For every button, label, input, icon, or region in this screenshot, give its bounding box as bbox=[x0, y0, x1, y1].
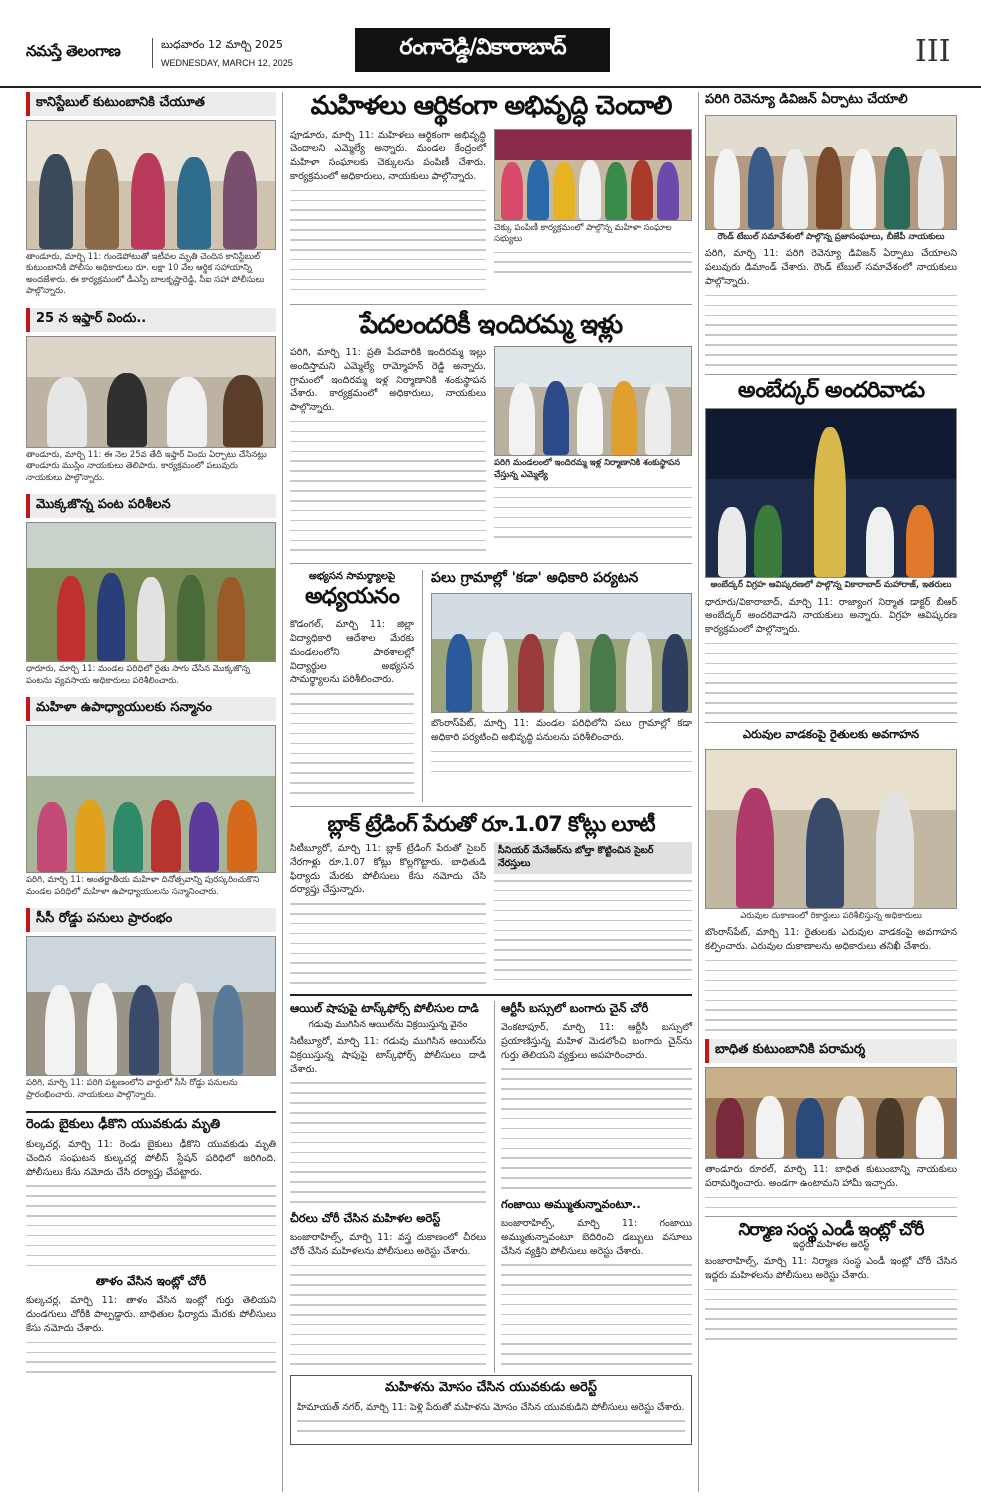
article-photo bbox=[26, 120, 276, 250]
article-photo bbox=[26, 522, 276, 662]
article-headline: మొక్కజొన్న పంట పరిశీలన bbox=[26, 494, 276, 518]
article-body-lines bbox=[705, 960, 957, 1031]
article-text: పరిగి, మార్చి 11: పరిగి పట్టణంలోని వార్డులో సీసీ రోడ్డు పనులను ప్రారంభించారు. నాయకులు పాల్గొన్నారు. bbox=[26, 1078, 238, 1100]
article-headline: చీరలు చోరీ చేసిన మహిళల అరెస్ట్ bbox=[290, 1211, 441, 1226]
article-headline: ఆర్టీసీ బస్సులో బంగారు చైన్ చోరీ bbox=[501, 1001, 649, 1016]
article-body-lines bbox=[431, 751, 692, 772]
article-text: బంజారాహిల్స్, మార్చి 11: నిర్మాణ సంస్థ ఎండీ ఇంట్లో చోరీ చేసిన ఇద్దరు మహిళలను పోలీసులు అరెస్టు చేశారు. bbox=[705, 1256, 957, 1281]
article-headline-row bbox=[705, 92, 957, 110]
photo-caption: అంబేద్కర్ విగ్రహ ఆవిష్కరణలో పాల్గొన్న వికారాబాద్ మహారాజ్, ఇతరులు bbox=[710, 580, 952, 591]
article-body-lines bbox=[501, 1264, 692, 1364]
article-text: ధారూరు/వికారాబాద్, మార్చి 11: రాజ్యాంగ నిర్మాత డాక్టర్ బీఆర్ అంబేద్కర్ అందరివాడని నాయకులు అన్నారు. విగ్రహ ఆవిష్కరణ కార్యక్రమంలో పాల్గొన్నారు. bbox=[705, 596, 957, 636]
article-body-lines bbox=[290, 903, 486, 984]
dateline bbox=[152, 38, 293, 68]
photo-caption: ఎరువుల దుకాణంలో రికార్డులు పరిశీలిస్తున్న అధికారులు bbox=[740, 910, 922, 921]
article-headline: ఆయిల్ షాపుపై టాస్క్‌ఫోర్స్ పోలీసుల దాడి bbox=[290, 1001, 479, 1016]
article-body-lines bbox=[290, 1265, 486, 1365]
article-text: ధారూరు, మార్చి 11: మండల పరిధిలో రైతు సాగు చేసిన మొక్కజొన్న పంటను వ్యవసాయ అధికారులు పరిశీలించారు. bbox=[26, 664, 251, 686]
article-text: సిటీబ్యూరో, మార్చి 11: బ్లాక్ ట్రేడింగ్ పేరుతో సైబర్ నేరగాళ్లు రూ.1.07 కోట్లు కొల్లగొట్టారు. బాధితుడి ఫిర్యాదు మేరకు పోలీసులు కేసు నమోదు చేసి దర్యాప్తు చేస్తున్నారు. bbox=[290, 843, 486, 896]
photo-caption: రౌండ్ టేబుల్ సమావేశంలో పాల్గొన్న ప్రజాసంఘాలు, బీజేపీ నాయకులు bbox=[717, 232, 945, 242]
article-body-lines bbox=[290, 1082, 486, 1202]
article-headline: కానిస్టేబుల్ కుటుంబానికి చేయూత bbox=[26, 92, 276, 116]
article-body-lines bbox=[290, 693, 414, 793]
article-text: తాండూరు రూరల్, మార్చి 11: బాధిత కుటుంబాన్ని నాయకులు పరామర్శించారు. అండగా ఉంటామని హామీ ఇచ్చారు. bbox=[705, 1164, 957, 1189]
article-text: సిటీబ్యూరో, మార్చి 11: గడువు ముగిసిన ఆయిల్‌ను విక్రయిస్తున్న షాపుపై టాస్క్‌ఫోర్స్ పోలీసులు దాడి చేశారు. bbox=[290, 1036, 486, 1075]
article-body-lines bbox=[705, 295, 957, 366]
article-headline: మహిళను మోసం చేసిన యువకుడు అరెస్ట్ bbox=[385, 1380, 597, 1396]
lead-headline: మహిళలు ఆర్థికంగా అభివృద్ధి చెందాలి bbox=[310, 91, 672, 121]
article-kicker: గడువు ముగిసిన ఆయిల్‌ను విక్రయిస్తున్న వైనం bbox=[308, 1020, 468, 1031]
article-photo bbox=[705, 115, 957, 230]
article-kicker: ఇద్దరు మహిళల అరెస్ట్ bbox=[792, 1240, 870, 1251]
article-headline: పలు గ్రామాల్లో 'కడా' అధికారి పర్యటన bbox=[431, 570, 639, 587]
page-number: III bbox=[915, 34, 951, 69]
lead-headline: నిర్మాణ సంస్థ ఎండీ ఇంట్లో చోరీ bbox=[705, 1216, 957, 1240]
article-photo bbox=[26, 336, 276, 448]
article-body-lines bbox=[494, 252, 692, 273]
article-body-lines bbox=[290, 421, 486, 551]
article-headline: 25 న ఇఫ్తార్ విందు.. bbox=[26, 308, 276, 332]
article-body-lines bbox=[26, 1342, 276, 1373]
article-headline: మహిళా ఉపాధ్యాయులకు సన్మానం bbox=[26, 697, 276, 721]
article-text: హిమాయత్ నగర్, మార్చి 11: పెళ్లి పేరుతో మహిళను మోసం చేసిన యువకుడిని పోలీసులు అరెస్టు చేశారు. bbox=[297, 1402, 685, 1414]
newspaper-brand: నమస్తే తెలంగాణ bbox=[26, 42, 121, 60]
right-column bbox=[705, 92, 957, 1348]
article-headline: బాధిత కుటుంబానికి పరామర్శ bbox=[705, 1039, 957, 1063]
section-title: రంగారెడ్డి/వికారాబాద్ bbox=[355, 28, 610, 72]
lead-headline: పేదలందరికీ ఇందిరమ్మ ఇళ్లు bbox=[290, 304, 692, 340]
article-body-lines bbox=[290, 190, 486, 290]
article-text: బొంరాస్‌పేట్, మార్చి 11: మండల పరిధిలోని పలు గ్రామాల్లో కడా అధికారి పర్యటించి అభివృద్ధి పనులను పరిశీలించారు. bbox=[431, 718, 692, 744]
article-body-lines bbox=[705, 1289, 957, 1340]
photo-caption: పరిగి మండలంలో ఇందిరమ్మ ఇళ్ల నిర్మాణానికి శంకుస్థాపన చేస్తున్న ఎమ్మెల్యే bbox=[494, 458, 681, 480]
article-text: పరిగి, మార్చి 11: అంతర్జాతీయ మహిళా దినోత్సవాన్ని పురస్కరించుకొని మండల పరిధిలో మహిళా ఉపాధ్యాయులను సన్మానించారు. bbox=[26, 875, 260, 897]
article-text: పరిగి, మార్చి 11: పరిగి రెవెన్యూ డివిజన్ ఏర్పాటు చేయాలని పలువురు డిమాండ్ చేశారు. రౌండ్ టేబుల్ సమావేశంలో నాయకులు పాల్గొన్నారు. bbox=[705, 248, 957, 287]
date-english: WEDNESDAY, MARCH 12, 2025 bbox=[161, 58, 293, 68]
article-text: తాండూరు, మార్చి 11: ఈ నెల 25వ తేదీ ఇఫ్తార్ విందు ఏర్పాటు చేసినట్లు తాండూరు ముస్లిం నాయకులు తెలిపారు. కార్యక్రమంలో పలువురు నాయకులు పాల్గొన్నారు. bbox=[26, 449, 267, 483]
article-body-lines bbox=[705, 643, 957, 714]
article-text: బొంరాస్‌పేట్, మార్చి 11: రైతులకు ఎరువుల వాడకంపై అవగాహన కల్పించారు. ఎరువుల దుకాణాలను అధికారులు తనిఖీ చేశారు. bbox=[705, 927, 957, 953]
boxed-article bbox=[290, 1375, 692, 1445]
left-column bbox=[26, 92, 276, 1381]
article-headline: రెండు బైకులు ఢీకొని యువకుడు మృతి bbox=[26, 1111, 276, 1135]
article-photo bbox=[26, 936, 276, 1076]
article-text: కుల్కచర్ల, మార్చి 11: తాళం వేసిన ఇంట్లో గుర్తు తెలియని దుండగులు చోరీకి పాల్పడ్డారు. బాధితుల ఫిర్యాదు మేరకు పోలీసులు కేసు నమోదు చేశారు. bbox=[26, 1295, 276, 1334]
article-text: తాండూరు, మార్చి 11: గుండెపోటుతో ఇటీవల మృతి చెందిన కానిస్టేబుల్ కుటుంబానికి పోలీసు అధికారులు రూ. లక్షా 10 వేల ఆర్థిక సహాయాన్ని అందజేశారు. ఈ కార్యక్రమంలో డీఎస్పీ బాలకృష్ణారెడ్డి, సీఐ సహా పోలీసులు పాల్గొన్నారు. bbox=[26, 252, 265, 297]
article-body-lines bbox=[494, 880, 692, 980]
article-headline: ఎరువుల వాడకంపై రైతులకు అవగాహన bbox=[705, 722, 957, 744]
lead-headline: బ్లాక్ ట్రేడింగ్ పేరుతో రూ.1.07 కోట్లు లూటీ bbox=[290, 806, 692, 836]
masthead bbox=[0, 0, 981, 88]
middle-column bbox=[290, 92, 692, 1445]
article-kicker: సీనియర్ మేనేజర్‌ను బోల్తా కొట్టించిన సైబర్ నేరస్తులు bbox=[494, 842, 692, 874]
article-photo bbox=[705, 749, 957, 909]
article-text: బంజారాహిల్స్, మార్చి 11: వస్త్ర దుకాణంలో చీరలు చోరీ చేసిన మహిళలను పోలీసులు అరెస్టు చేశారు. bbox=[290, 1232, 486, 1257]
article-headline: అధ్యయనం bbox=[305, 584, 399, 610]
article-photo bbox=[26, 725, 276, 873]
article-kicker: అభ్యసన సామర్థ్యాలపై bbox=[308, 571, 396, 583]
photo-caption: చెక్కు పంపిణీ కార్యక్రమంలో పాల్గొన్న మహిళా సంఘాల సభ్యులు bbox=[494, 222, 672, 245]
article-body-lines bbox=[494, 487, 692, 538]
article-body-lines bbox=[297, 1420, 685, 1431]
article-text: పూడూరు, మార్చి 11: మహిళలు ఆర్థికంగా అభివృద్ధి చెందాలని ఎమ్మెల్యే అన్నారు. మండల కేంద్రంలో మహిళా సంఘాలకు చెక్కులను పంపిణీ చేశారు. కార్యక్రమంలో అధికారులు, నాయకులు పాల్గొన్నారు. bbox=[290, 129, 486, 182]
article-photo bbox=[705, 1067, 957, 1159]
column-divider bbox=[282, 92, 283, 1492]
article-text: బంజారాహిల్స్, మార్చి 11: గంజాయి అమ్ముతున్నావంటూ బెదిరించి డబ్బులు వసూలు చేసిన వ్యక్తిని పోలీసులు అరెస్టు చేశారు. bbox=[501, 1218, 692, 1257]
article-headline: పరిగి రెవెన్యూ డివిజన్ ఏర్పాటు చేయాలి bbox=[705, 92, 908, 107]
lead-headline: అంబేద్కర్ అందరివాడు bbox=[705, 374, 957, 403]
column-divider bbox=[698, 92, 699, 1492]
article-text: వెంకటాపూర్, మార్చి 11: ఆర్టీసీ బస్సులో ప్రయాణిస్తున్న మహిళ మెడలోంచి బంగారు చైన్‌ను గుర్తు తెలియని వ్యక్తులు అపహరించారు. bbox=[501, 1022, 692, 1061]
article-text: పరిగి, మార్చి 11: ప్రతి పేదవారికి ఇందిరమ్మ ఇల్లు అందిస్తామని ఎమ్మెల్యే రామ్మోహన్ రెడ్డి అన్నారు. గ్రామంలో ఇందిరమ్మ ఇళ్ల నిర్మాణానికి శంకుస్థాపన చేశారు. కార్యక్రమంలో అధికారులు, నాయకులు పాల్గొన్నారు. bbox=[290, 347, 486, 414]
article-text: కొడంగల్, మార్చి 11: జిల్లా విద్యాధికారి ఆదేశాల మేరకు మండలంలోని పాఠశాలల్లో విద్యార్థుల అభ్యసన సామర్థ్యాలను పరిశీలించారు. bbox=[290, 619, 414, 686]
article-photo bbox=[494, 346, 692, 456]
article-headline: సీసీ రోడ్డు పనులు ప్రారంభం bbox=[26, 908, 276, 932]
article-body-lines bbox=[501, 1068, 692, 1188]
article-text: కుల్కచర్ల, మార్చి 11: రెండు బైకులు ఢీకొని యువకుడు మృతి చెందిన సంఘటన కుల్కచర్ల పోలీస్ స్టేషన్ పరిధిలో జరిగింది. పోలీసులు కేసు నమోదు చేసి దర్యాప్తు చేపట్టారు. bbox=[26, 1139, 276, 1178]
article-body-lines bbox=[26, 1185, 276, 1266]
article-headline: గంజాయి అమ్ముతున్నావంటూ.. bbox=[501, 1197, 641, 1212]
article-photo bbox=[705, 408, 957, 578]
article-body-lines bbox=[705, 1197, 957, 1208]
article-photo bbox=[431, 593, 692, 713]
date-telugu: బుధవారం 12 మార్చి 2025 bbox=[161, 38, 283, 51]
article-headline: తాళం వేసిన ఇంట్లో చోరీ bbox=[95, 1274, 207, 1289]
article-photo bbox=[494, 129, 692, 221]
